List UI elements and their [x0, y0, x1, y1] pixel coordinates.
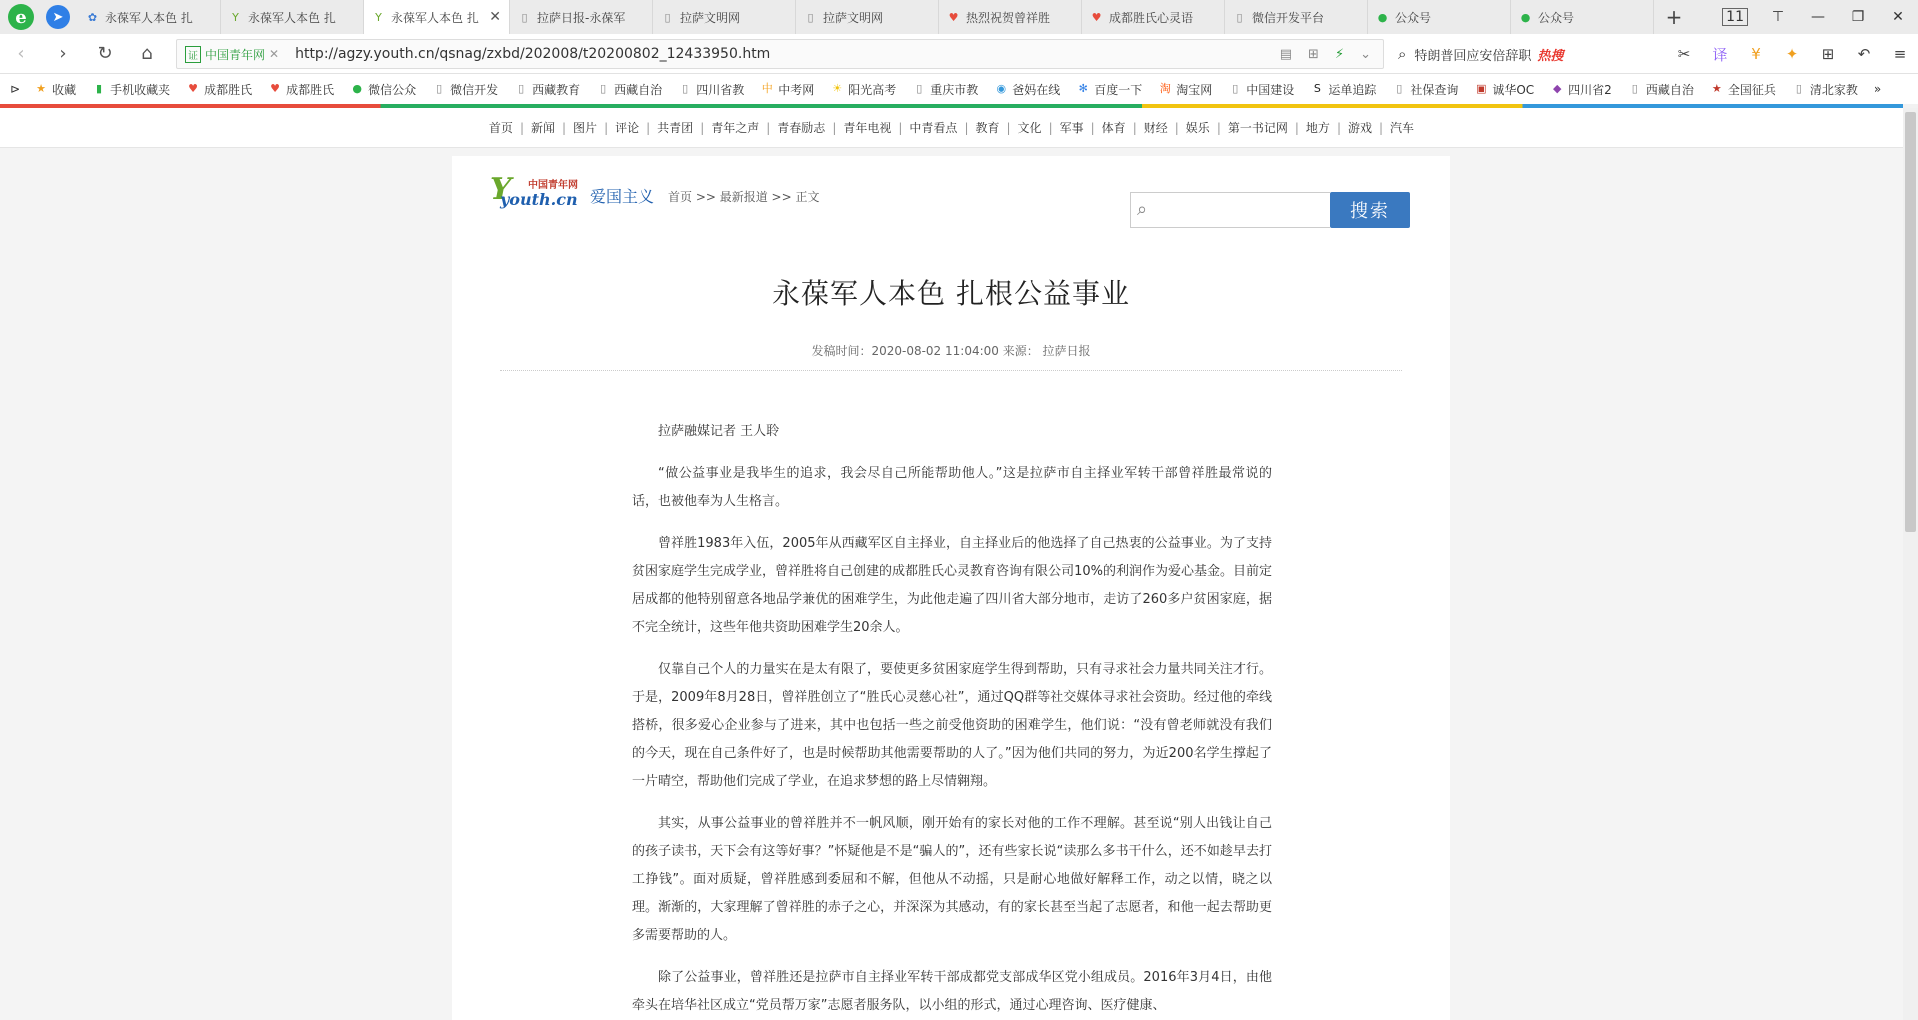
bookmark-label: 清北家教: [1809, 82, 1858, 97]
bookmark-item[interactable]: [678, 81, 744, 98]
game-icon[interactable]: ✦: [1785, 45, 1799, 63]
bookmark-item[interactable]: [912, 81, 978, 98]
url-text[interactable]: http://agzy.youth.cn/qsnag/zxbd/202008/t20200802_12433950.htm: [295, 46, 771, 62]
bookmark-item[interactable]: [1550, 81, 1612, 98]
article-body: [632, 418, 1272, 1020]
bookmark-item[interactable]: [514, 81, 580, 98]
browser-tab[interactable]: [221, 0, 364, 34]
youth-leaf-icon: Y: [232, 10, 239, 24]
bookmark-item[interactable]: [1392, 81, 1458, 98]
certificate-icon: 证: [185, 46, 201, 63]
browser-tab[interactable]: [1225, 0, 1368, 34]
coin-icon[interactable]: ¥: [1751, 45, 1761, 63]
site-search-button[interactable]: 搜索: [1330, 192, 1410, 228]
browser-tab[interactable]: [1368, 0, 1511, 34]
article-paragraph: “做公益事业是我毕生的追求，我会尽自己所能帮助他人。”这是拉萨市自主择业军转干部曾祥胜最常说的话，也被他奉为人生格言。: [632, 466, 1272, 509]
refresh-icon[interactable]: ↻: [97, 43, 113, 64]
logo-text: youth.cn: [500, 190, 578, 209]
bookmark-label: 全国征兵: [1727, 82, 1776, 97]
tab-count-badge[interactable]: 11: [1722, 8, 1748, 26]
divider: [500, 370, 1402, 371]
article-paragraph: 拉萨融媒记者 王人聆: [658, 424, 780, 439]
bookmark-item[interactable]: [34, 81, 76, 98]
bookmark-item[interactable]: [596, 81, 662, 98]
sun-icon: ☀: [832, 82, 843, 95]
badge-icon: ▣: [1476, 82, 1487, 95]
site-nav-item[interactable]: 文化: [1017, 121, 1042, 135]
nav-separator: |: [1132, 120, 1137, 135]
nav-separator: |: [562, 120, 567, 135]
nav-separator: |: [604, 120, 609, 135]
window-controls: [1712, 0, 1918, 34]
page-icon: ▯: [521, 10, 528, 24]
nav-separator: |: [1379, 120, 1384, 135]
hot-search-badge[interactable]: 热搜: [1537, 48, 1564, 64]
bookmark-item[interactable]: [1792, 81, 1858, 98]
bookmark-label: 阳光高考: [848, 82, 897, 97]
bookmark-label: 淘宝网: [1176, 82, 1213, 97]
bookmark-label: 西藏自治: [614, 82, 663, 97]
lightning-icon[interactable]: ⚡: [1334, 46, 1345, 62]
tab-title: 公众号: [1538, 10, 1575, 25]
nav-separator: |: [766, 120, 771, 135]
heart-shield-icon: ♥: [1091, 10, 1102, 24]
paw-icon: ✻: [1078, 82, 1088, 95]
site-nav-item[interactable]: 军事: [1059, 121, 1084, 135]
nav-separator: |: [700, 120, 705, 135]
site-nav-item[interactable]: 青年之声: [711, 121, 760, 135]
bookmark-label: 手机收藏夹: [110, 82, 171, 97]
site-top-nav: [0, 108, 1903, 148]
page-icon: ▯: [664, 10, 671, 24]
bookmark-label: 成都胜氏: [286, 82, 335, 97]
flower-icon: ✿: [87, 10, 98, 24]
site-nav-item[interactable]: 评论: [615, 121, 640, 135]
nav-separator: |: [646, 120, 651, 135]
toolbar: [0, 34, 1918, 74]
zhongkao-icon: 中: [761, 82, 773, 95]
gov-icon: ★: [1711, 82, 1722, 95]
page-icon: ▯: [916, 82, 923, 95]
browser-logo-icon[interactable]: e: [8, 4, 34, 30]
page-icon: ▯: [518, 82, 525, 95]
site-nav-item[interactable]: 汽车: [1390, 121, 1415, 135]
wechat-icon: ●: [1377, 10, 1388, 24]
search-icon: ⌕: [1137, 199, 1148, 220]
tab-title: 热烈祝贺曾祥胜: [966, 10, 1051, 25]
navigation-compass-icon[interactable]: ➤: [46, 5, 70, 29]
page-icon: ▯: [1232, 82, 1239, 95]
page-scrollbar[interactable]: [1903, 108, 1918, 1020]
browser-tab[interactable]: [78, 0, 221, 34]
scrollbar-thumb[interactable]: [1905, 112, 1916, 532]
phone-icon: ▮: [96, 82, 103, 95]
undo-icon[interactable]: ↶: [1857, 45, 1871, 63]
site-nav-item[interactable]: 青年电视: [843, 121, 892, 135]
bookmark-label: 中考网: [778, 82, 815, 97]
bookmark-item[interactable]: [1710, 81, 1776, 98]
new-tab-button[interactable]: +: [1665, 5, 1683, 29]
bookmark-label: 成都胜氏: [204, 82, 253, 97]
breadcrumb[interactable]: 首页 >> 最新报道 >> 正文: [668, 190, 820, 204]
bookmark-label: 西藏教育: [532, 82, 581, 97]
site-nav-item[interactable]: 共青团: [657, 121, 694, 135]
wechat-icon: ●: [1520, 10, 1531, 24]
taobao-icon: 淘: [1159, 82, 1171, 95]
address-actions: [1280, 47, 1371, 62]
article-paragraph: 除了公益事业，曾祥胜还是拉萨市自主择业军转干部成都党支部成华区党小组成员。2016年3月4日，由他牵头在培华社区成立“党员帮万家”志愿者服务队，以小组的形式，通过心理咨询、医疗健康、: [632, 970, 1272, 1013]
browser-tab[interactable]: [939, 0, 1082, 34]
site-nav-item[interactable]: 体育: [1101, 121, 1126, 135]
close-tab-icon[interactable]: ✕: [489, 9, 501, 25]
browser-search[interactable]: [1394, 39, 1624, 69]
site-nav-item[interactable]: 财经: [1143, 121, 1168, 135]
security-warning-icon: ✕: [269, 47, 280, 61]
browser-tab[interactable]: [653, 0, 796, 34]
globe-icon: ◉: [996, 82, 1007, 95]
chevron-down-icon[interactable]: ⌄: [1360, 46, 1371, 62]
web-page: [0, 108, 1903, 1020]
nav-separator: |: [1294, 120, 1299, 135]
page-icon: ▯: [1236, 10, 1243, 24]
article-paragraph: 曾祥胜1983年入伍，2005年从西藏军区自主择业，自主择业后的他选择了自己热衷的公益事业。为了支持贫困家庭学生完成学业，曾祥胜将自己创建的成都胜氏心灵教育咨询有限公司10%的利润作为爱心基金。目前定居成都的他特别留意各地品学兼优的困难学生，为此他走遍了四川省大部分地市，走访了260多户贫困家庭，据不完全统计，这些年他共资助困难学生20余人。: [632, 536, 1272, 635]
page-icon: ▯: [600, 82, 607, 95]
home-icon[interactable]: ⌂: [141, 43, 153, 64]
nav-separator: |: [1216, 120, 1221, 135]
bookmark-item[interactable]: [268, 81, 334, 98]
bookmark-item[interactable]: [1310, 81, 1376, 98]
bookmark-item[interactable]: [432, 81, 498, 98]
forward-icon[interactable]: ›: [59, 43, 67, 64]
nav-separator: |: [1048, 120, 1053, 135]
bookmark-item[interactable]: [1474, 81, 1534, 98]
site-nav-item[interactable]: 第一书记网: [1227, 121, 1288, 135]
article-title: 永葆军人本色 扎根公益事业: [772, 277, 1130, 310]
page-icon: ▯: [682, 82, 689, 95]
apps-icon[interactable]: ⊞: [1821, 45, 1835, 63]
bookmark-label: 爸妈在线: [1012, 82, 1061, 97]
page-icon: ▯: [1795, 82, 1802, 95]
browser-tab[interactable]: [1511, 0, 1654, 34]
wechat-icon: ●: [352, 82, 362, 95]
tab-title: 公众号: [1395, 10, 1432, 25]
bookmark-label: 收藏: [52, 82, 77, 97]
bookmark-item[interactable]: [994, 81, 1060, 98]
bookmark-label: 西藏自治: [1645, 82, 1694, 97]
bookmark-item[interactable]: [1158, 81, 1212, 98]
page-icon: ▯: [1631, 82, 1638, 95]
bookmark-label: 百度一下: [1094, 82, 1143, 97]
bookmark-label: 重庆市教: [930, 82, 979, 97]
channel-name[interactable]: 爱国主义: [590, 187, 655, 206]
bookmarks-toggle-icon[interactable]: ⊳: [10, 82, 21, 96]
tool-icons: [1666, 34, 1918, 74]
bookmark-label: 微信开发: [450, 82, 499, 97]
page-icon: ▯: [436, 82, 443, 95]
sf-icon: S: [1313, 82, 1321, 95]
star-icon: ★: [36, 82, 46, 95]
site-nav-item[interactable]: 地方: [1305, 121, 1330, 135]
bookmark-item[interactable]: [186, 81, 252, 98]
bookmark-item[interactable]: [1076, 81, 1142, 98]
site-nav-item[interactable]: 教育: [975, 121, 1000, 135]
tab-title: 拉萨文明网: [680, 10, 741, 25]
reader-mode-icon[interactable]: ▤: [1279, 46, 1293, 62]
page-icon: ▯: [1396, 82, 1403, 95]
back-icon[interactable]: ‹: [17, 43, 25, 64]
bookmark-item[interactable]: [1628, 81, 1694, 98]
diamond-icon: ◆: [1552, 82, 1562, 95]
more-bookmarks-icon[interactable]: »: [1873, 82, 1882, 96]
bookmark-label: 诚华OC: [1492, 82, 1535, 97]
bookmark-label: 社保查询: [1410, 82, 1459, 97]
bookmark-label: 中国建设: [1246, 82, 1295, 97]
site-nav-item[interactable]: 青春励志: [777, 121, 826, 135]
youth-logo[interactable]: [490, 168, 580, 224]
grid-icon[interactable]: ⊞: [1308, 46, 1319, 62]
article-meta: 发稿时间：2020-08-02 11:04:00 来源： 拉萨日报: [811, 344, 1091, 358]
site-nav-item[interactable]: 图片: [573, 121, 598, 135]
bookmark-item[interactable]: [92, 81, 170, 98]
tab-title: 永葆军人本色 扎: [248, 10, 336, 25]
bookmark-label: 运单追踪: [1328, 82, 1377, 97]
tab-title: 拉萨日报-永葆军: [537, 10, 626, 25]
youth-leaf-icon: Y: [375, 10, 382, 24]
browser-tab[interactable]: [510, 0, 653, 34]
tab-title: 永葆军人本色 扎: [105, 10, 193, 25]
heart-shield-icon: ♥: [270, 82, 281, 95]
heart-shield-icon: ♥: [188, 82, 199, 95]
nav-separator: |: [1006, 120, 1011, 135]
heart-shield-icon: ♥: [948, 10, 959, 24]
close-window-icon[interactable]: ✕: [1892, 9, 1904, 25]
bookmark-label: 四川省教: [696, 82, 745, 97]
nav-separator: |: [519, 120, 524, 135]
nav-separator: |: [1090, 120, 1095, 135]
article-paragraph: 仅靠自己个人的力量实在是太有限了，要使更多贫困家庭学生得到帮助，只有寻求社会力量共同关注才行。于是，2009年8月28日，曾祥胜创立了“胜氏心灵慈心社”，通过QQ群等社交媒体寻求社会资助。经过他的牵线搭桥，很多爱心企业参与了进来，其中也包括一些之前受他资助的困难学生，他们说：“没有曾老师就没有我们的今天，现在自己条件好了，也是时候帮助其他需要帮助的人了。”因为他们共同的努力，为近200名学生撑起了一片晴空，帮助他们完成了学业，在追求梦想的路上尽情翱翔。: [632, 662, 1272, 789]
tab-title: 拉萨文明网: [823, 10, 884, 25]
bookmarks-bar: [0, 74, 1918, 104]
tab-title: 微信开发平台: [1252, 10, 1325, 25]
tab-title: 永葆军人本色 扎: [391, 10, 479, 25]
page-icon: ▯: [807, 10, 814, 24]
menu-icon[interactable]: ≡: [1893, 45, 1907, 63]
site-search-input[interactable]: [1130, 192, 1330, 228]
browser-tab[interactable]: [1082, 0, 1225, 34]
nav-separator: |: [1336, 120, 1341, 135]
nav-separator: |: [898, 120, 903, 135]
bookmark-item[interactable]: [350, 81, 416, 98]
bookmark-item[interactable]: [1228, 81, 1294, 98]
shirt-icon[interactable]: ⊤: [1771, 9, 1785, 25]
tab-strip: [0, 0, 1918, 34]
site-nav-item[interactable]: 游戏: [1347, 121, 1372, 135]
site-security-badge[interactable]: 证 中国青年网 ✕: [185, 46, 279, 63]
browser-tab[interactable]: [364, 0, 510, 34]
browser-tab[interactable]: [796, 0, 939, 34]
bookmark-label: 四川省2: [1568, 82, 1612, 97]
search-icon: ⌕: [1398, 45, 1407, 63]
address-bar[interactable]: [176, 39, 1384, 69]
search-query[interactable]: 特朗普回应安倍辞职: [1414, 48, 1532, 64]
article-container: [452, 156, 1450, 1020]
nav-separator: |: [832, 120, 837, 135]
leaf-logo-icon: Y: [490, 172, 512, 207]
tab-title: 成都胜氏心灵语: [1109, 10, 1194, 25]
restore-icon[interactable]: ❐: [1851, 9, 1865, 25]
tabs: [78, 0, 1654, 34]
site-nav-item[interactable]: 娱乐: [1185, 121, 1210, 135]
bookmark-item[interactable]: [760, 81, 814, 98]
bookmark-item[interactable]: [830, 81, 896, 98]
translate-icon[interactable]: 译: [1712, 45, 1728, 64]
minimize-icon[interactable]: —: [1811, 9, 1825, 25]
logo-cn-text: 中国青年网: [528, 180, 578, 191]
site-nav-item[interactable]: 中青看点: [909, 121, 958, 135]
site-nav-item[interactable]: 新闻: [530, 121, 555, 135]
scissors-icon[interactable]: ✂: [1677, 45, 1691, 63]
bookmark-label: 微信公众: [368, 82, 417, 97]
nav-separator: |: [1174, 120, 1179, 135]
site-nav-item[interactable]: 首页: [488, 121, 513, 135]
nav-separator: |: [964, 120, 969, 135]
article-paragraph: 其实，从事公益事业的曾祥胜并不一帆风顺，刚开始有的家长对他的工作不理解。甚至说“别人出钱让自己的孩子读书，天下会有这等好事？”怀疑他是不是“骗人的”，还有些家长说“读那么多书干什么，还不如趁早去打工挣钱”。面对质疑，曾祥胜感到委屈和不解，但他从不动摇，只是耐心地做好解释工作，动之以情，晓之以理。渐渐的，大家理解了曾祥胜的赤子之心，并深深为其感动，有的家长甚至当起了志愿者，和他一起去帮助更多需要帮助的人。: [632, 816, 1272, 943]
